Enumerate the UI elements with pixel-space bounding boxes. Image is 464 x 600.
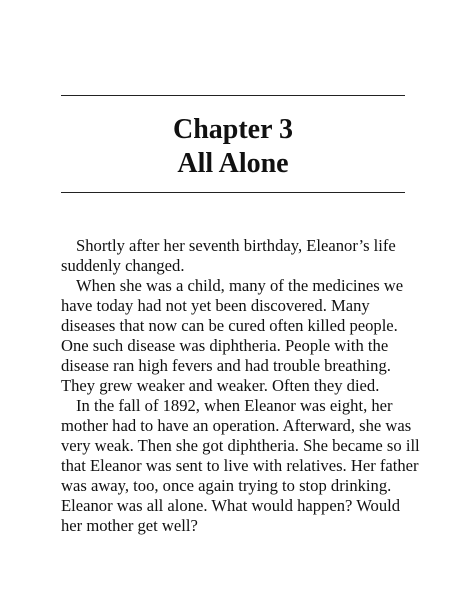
chapter-heading — [61, 113, 405, 181]
top-divider-rule — [61, 95, 405, 96]
chapter-title: All Alone — [177, 148, 289, 179]
paragraph-1: Shortly after her seventh birthday, Eleanor’s life suddenly changed. — [61, 236, 396, 275]
chapter-number: Chapter 3 — [172, 114, 294, 145]
paragraph-3: In the fall of 1892, when Eleanor was eight, her mother had to have an operation. Afterward, she was very weak. Then she got diphtheria. She became so ill that Eleanor was sent to live with relatives. Her father was away, too, once again trying to stop drinking. Eleanor was all alone. What would happen? Would her mother get well? — [61, 396, 420, 535]
paragraph-2: When she was a child, many of the medicines we have today had not yet been discovered. Many diseases that now can be cured often killed people. One such disease was diphtheria. People with the disease ran high fevers and had trouble breathing. They grew weaker and weaker. Often they died. — [61, 276, 404, 395]
bottom-divider-rule — [61, 192, 405, 193]
chapter-body-text — [61, 236, 421, 536]
